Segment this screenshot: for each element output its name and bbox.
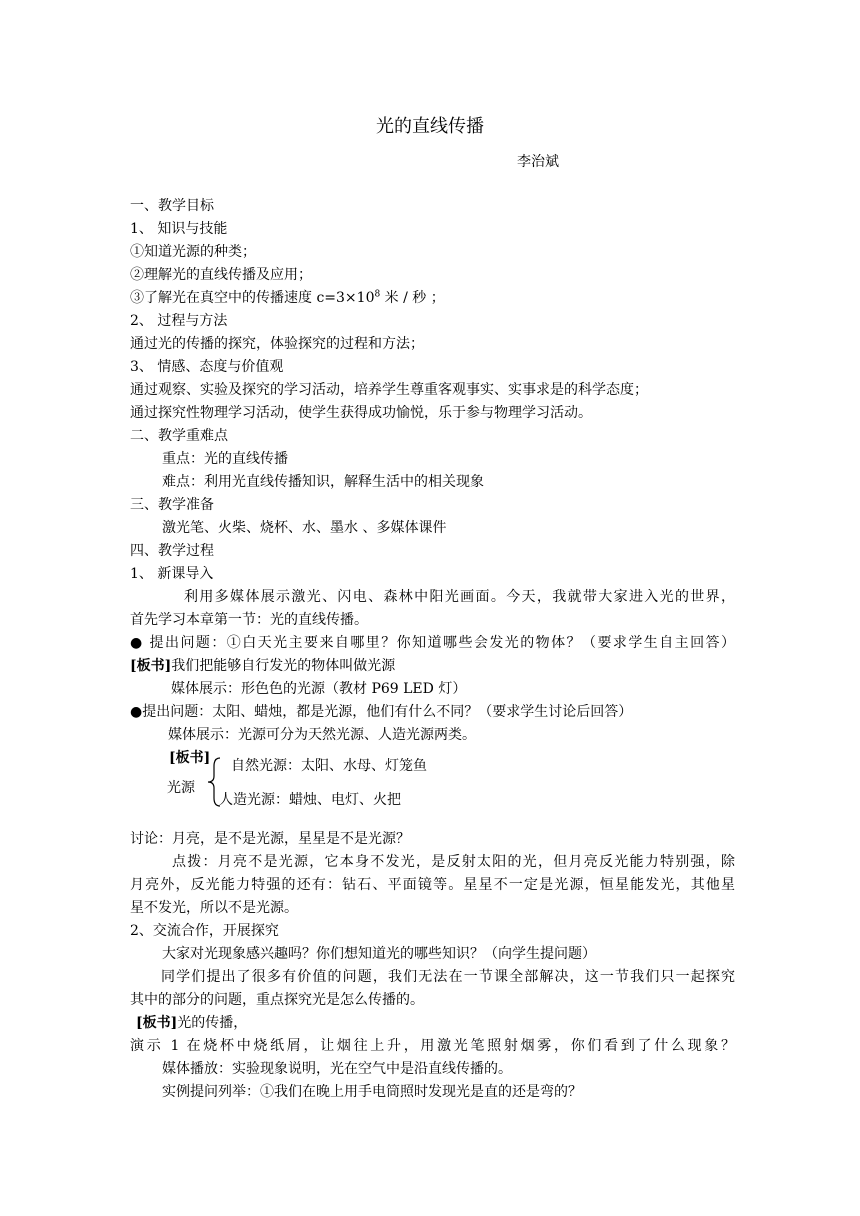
subsection-heading: 2、 过程与方法 [130, 313, 228, 329]
text-line: 光源 [167, 780, 195, 796]
text-line: 星不发光，所以不是光源。 [130, 900, 298, 916]
text-line: 实例提问列举：①我们在晚上用手电筒照时发现光是直的还是弯的？ [162, 1084, 582, 1100]
text-line: 通过探究性物理学习活动，使学生获得成功愉悦，乐于参与物理学习活动。 [130, 405, 592, 421]
section-heading: 一、教学目标 [130, 198, 214, 214]
text-line: 利用多媒体展示激光、闪电、森林中阳光画面。今天，我就带大家进入光的世界， [184, 589, 735, 605]
section-heading: 二、教学重难点 [130, 428, 228, 444]
text-line: 同学们提出了很多有价值的问题，我们无法在一节课全部解决，这一节我们只一起探究 [161, 969, 735, 985]
board-tag: [板书] [169, 750, 211, 766]
text-line: 其中的部分的问题，重点探究光是怎么传播的。 [130, 992, 424, 1008]
text-fragment: 我们把能够自行发光的物体叫做光源 [171, 658, 396, 674]
text-fragment: 光的传播， [177, 1015, 248, 1031]
text-line: 自然光源：太阳、水母、灯笼鱼 [231, 758, 427, 774]
text-line: 通过光的传播的探究，体验探究的过程和方法； [130, 336, 424, 352]
text-line: 媒体展示：形色色的光源（教材 P69 LED 灯） [171, 681, 467, 697]
subsection-heading: 1、 知识与技能 [130, 221, 228, 237]
subsection-heading: 1、 新课导入 [130, 566, 214, 582]
author-name: 李治斌 [517, 154, 559, 170]
text-line: 重点：光的直线传播 [162, 451, 288, 467]
text-line: ②理解光的直线传播及应用； [130, 267, 312, 283]
text-line: 媒体展示：光源可分为天然光源、人造光源两类。 [168, 727, 476, 743]
text-line: ● 提出问题：①白天光主要来自哪里？你知道哪些会发光的物体？（要求学生自主回答） [130, 635, 735, 651]
board-tag: [板书] [130, 658, 172, 674]
text-line: 大家对光现象感兴趣吗？你们想知道光的哪些知识？（向学生提问题） [162, 946, 596, 962]
text-line: 首先学习本章第一节：光的直线传播。 [130, 612, 368, 628]
section-heading: 三、教学准备 [130, 497, 214, 513]
text-line: 点拨：月亮不是光源，它本身不发光，是反射太阳的光，但月亮反光能力特别强，除 [172, 854, 735, 870]
text-line: 演示 1 在烧杯中烧纸屑，让烟往上升，用激光笔照射烟雾，你们看到了什么现象？ [130, 1038, 735, 1054]
text-line: 讨论：月亮，是不是光源，星星是不是光源？ [130, 831, 410, 847]
page-title: 光的直线传播 [376, 116, 484, 137]
text-line: 人造光源：蜡烛、电灯、火把 [219, 792, 401, 808]
text-line [130, 656, 395, 676]
text-fragment: ③了解光在真空中的传播速度 c=3×10 [130, 290, 375, 306]
text-line: ①知道光源的种类； [130, 244, 256, 260]
section-heading: 四、教学过程 [130, 543, 214, 559]
text-line: ●提出问题：太阳、蜡烛，都是光源，他们有什么不同？（要求学生讨论后回答） [130, 704, 633, 720]
text-fragment: 米 / 秒 ； [384, 290, 445, 306]
text-line [136, 1013, 247, 1033]
subsection-heading: 3、 情感、态度与价值观 [130, 359, 284, 375]
text-line: 媒体播放：实验现象说明，光在空气中是沿直线传播的。 [162, 1061, 512, 1077]
superscript: 8 [374, 289, 381, 300]
text-line: 激光笔、火柴、烧杯、水、墨水 、多媒体课件 [162, 520, 447, 536]
text-line: 难点：利用光直线传播知识，解释生活中的相关现象 [162, 474, 484, 490]
text-line: 月亮外，反光能力特强的还有：钻石、平面镜等。星星不一定是光源，恒星能发光，其他星 [130, 877, 735, 893]
board-tag: [板书] [136, 1015, 178, 1031]
text-line [130, 288, 445, 308]
subsection-heading: 2、交流合作，开展探究 [130, 923, 279, 939]
text-line: 通过观察、实验及探究的学习活动，培养学生尊重客观事实、实事求是的科学态度； [130, 382, 648, 398]
